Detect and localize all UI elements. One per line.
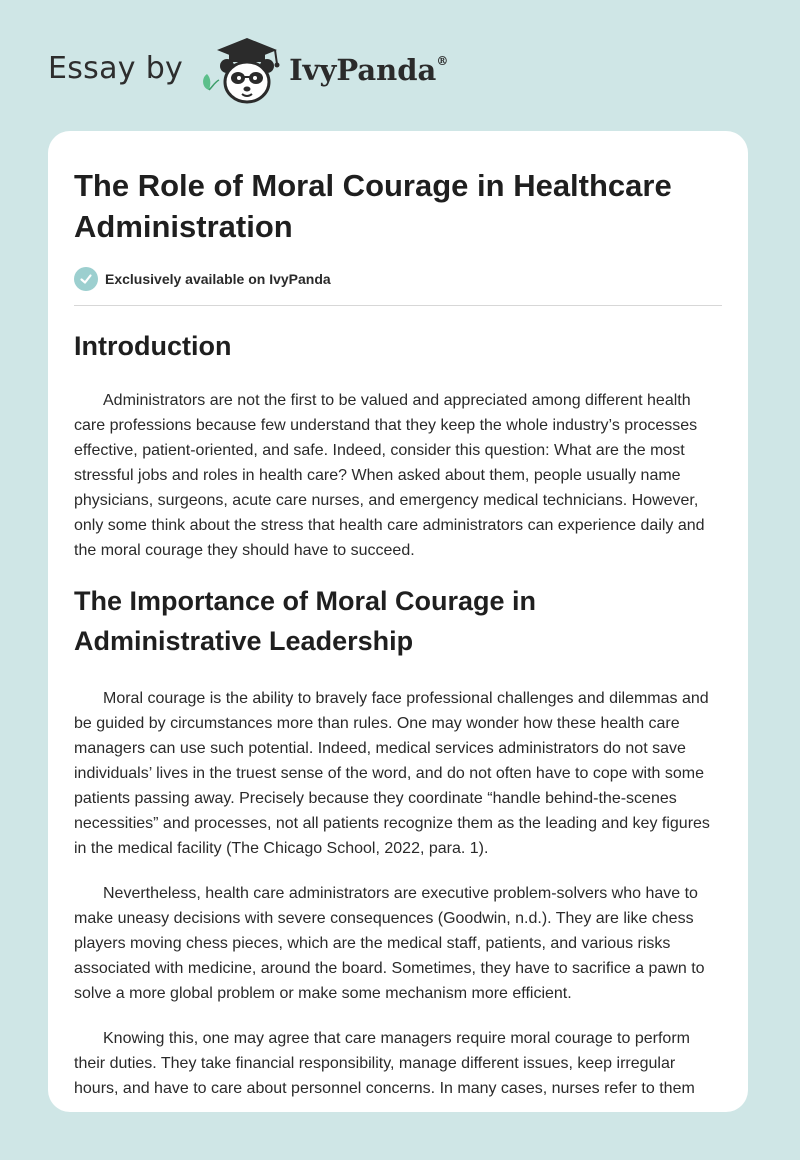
ivypanda-wordmark xyxy=(289,53,448,87)
paragraph: Administrators are not the first to be valued and appreciated among different health care professions because few understand that they keep the whole industry’s processes effective, patient-oriented, and safe. Indeed, consider this question: What are the most stressful jobs and roles in health care? When asked about them, people usually name physicians, surgeons, acute care nurses, and emergency medical technicians. However, only some think about the stress that health care administrators can experience daily and the moral courage they should have to succeed. xyxy=(74,392,705,559)
section-heading-importance: The Importance of Moral Courage in Administrative Leadership xyxy=(74,586,537,656)
divider xyxy=(74,305,722,306)
panda-graduate-logo-icon xyxy=(197,36,287,108)
essay-by-label: Essay by xyxy=(48,50,184,86)
site-header-brand[interactable] xyxy=(48,36,448,108)
page-title: The Role of Moral Courage in Healthcare Administration xyxy=(74,168,672,244)
essay-card xyxy=(48,131,748,1112)
section-heading-introduction: Introduction xyxy=(74,331,232,361)
paragraph: Knowing this, one may agree that care managers require moral courage to perform their duties. They take financial responsibility, manage different issues, keep irregular hours, and have to care about personnel concerns. In many cases, nurses refer to them xyxy=(74,1030,695,1097)
exclusive-label: Exclusively available on IvyPanda xyxy=(105,271,331,287)
paragraph: Moral courage is the ability to bravely face professional challenges and dilemmas and be guided by circumstances more than rules. One may wonder how these health care managers can use such potential. Indeed, medical services administrators do not save individuals’ lives in the truest sense of the word, and do not often have to cope with some patients passing away. Precisely because they coordinate “handle behind-the-scenes necessities” and processes, not all patients recognize them as the leading and key figures in the medical facility (The Chicago School, 2022, para. 1). xyxy=(74,690,710,857)
registered-mark: ® xyxy=(436,54,449,69)
checkmark-icon xyxy=(74,267,98,291)
logo-name: IvyPanda xyxy=(289,53,437,87)
paragraph: Nevertheless, health care administrators are executive problem-solvers who have to make uneasy decisions with severe consequences (Goodwin, n.d.). They are like chess players moving chess pieces, which are the medical staff, patients, and various risks associated with medicine, around the board. Sometimes, they have to sacrifice a pawn to solve a more global problem or make some mechanism more efficient. xyxy=(74,885,705,1002)
exclusive-badge xyxy=(74,267,722,291)
